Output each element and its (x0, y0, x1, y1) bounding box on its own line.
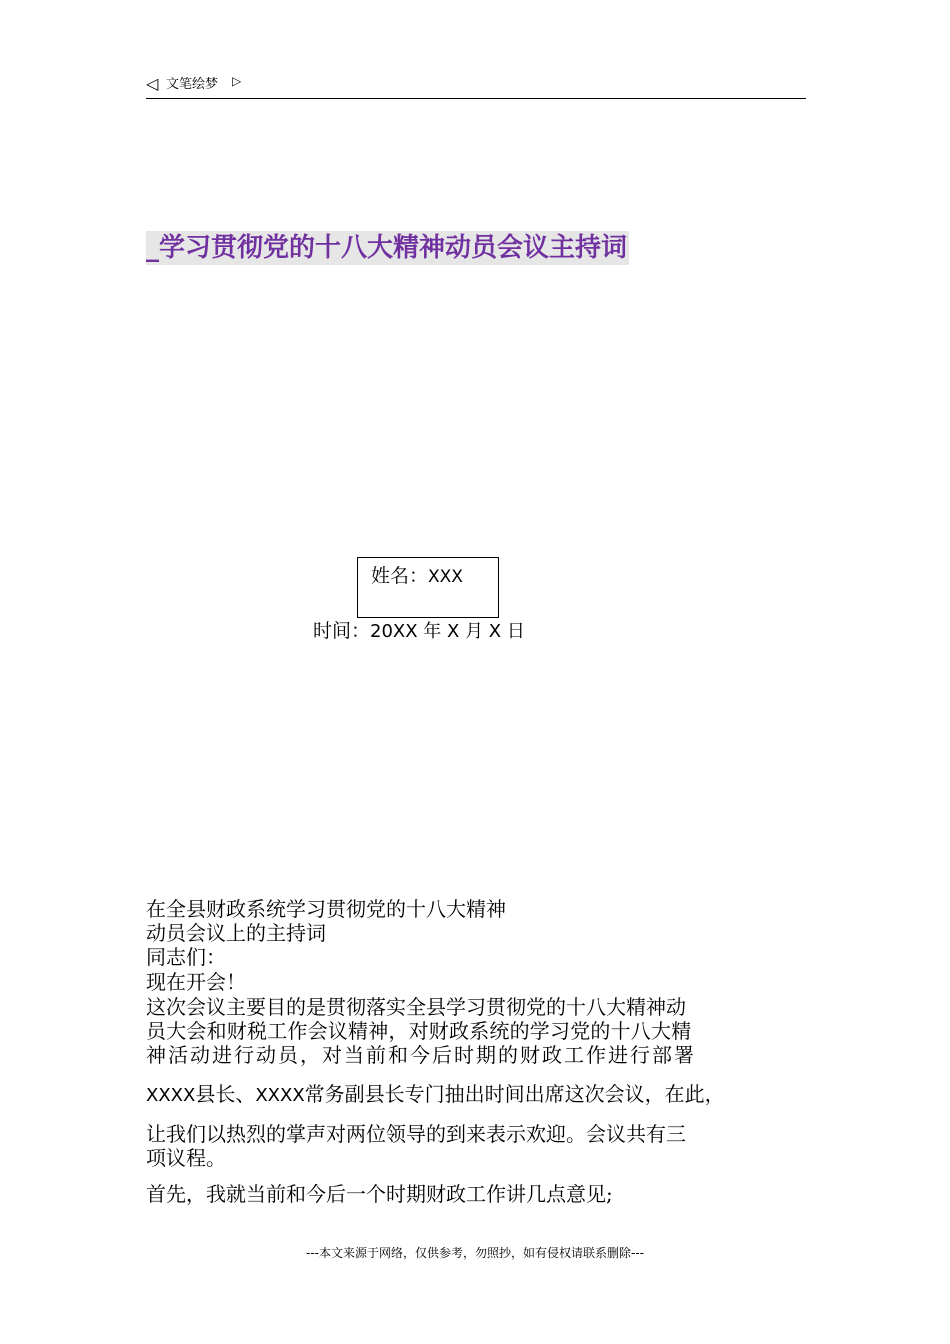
body-line: 动员会议上的主持词 (146, 921, 326, 945)
right-triangle-icon: ▷ (232, 74, 242, 88)
body-line: 同志们： (146, 945, 226, 969)
body-line: 项议程。 (146, 1146, 226, 1170)
body-line: 神活动进行动员，对当前和今后时期的财政工作进行部署 (146, 1043, 696, 1067)
body-line: 首先，我就当前和今后一个时期财政工作讲几点意见; (146, 1182, 613, 1206)
page-header (146, 72, 806, 99)
document-title: _学习贯彻党的十八大精神动员会议主持词 (146, 233, 628, 263)
left-triangle-icon: ◁ (146, 74, 159, 93)
body-line: 现在开会！ (146, 970, 246, 994)
page-footer: ---本文来源于网络，仅供参考，勿照抄，如有侵权请联系删除--- (306, 1246, 644, 1260)
header-brand: 文笔绘梦 (166, 77, 219, 92)
date-value: 20XX 年 X 月 X 日 (370, 621, 525, 642)
body-line: 员大会和财税工作会议精神，对财政系统的学习党的十八大精 (146, 1019, 692, 1043)
name-label: 姓名：XXX (371, 565, 463, 587)
body-line: 让我们以热烈的掌声对两位领导的到来表示欢迎。会议共有三 (146, 1122, 686, 1146)
name-value: XXX (428, 567, 463, 587)
date-line (313, 618, 525, 645)
body-line: 在全县财政系统学习贯彻党的十八大精神 (146, 897, 506, 921)
body-line: XXXX县长、XXXX常务副县长专门抽出时间出席这次会议，在此， (146, 1082, 725, 1106)
name-box (357, 557, 499, 618)
body-line: 这次会议主要目的是贯彻落实全县学习贯彻党的十八大精神动 (146, 995, 686, 1019)
date-label: 时间： (313, 620, 371, 642)
